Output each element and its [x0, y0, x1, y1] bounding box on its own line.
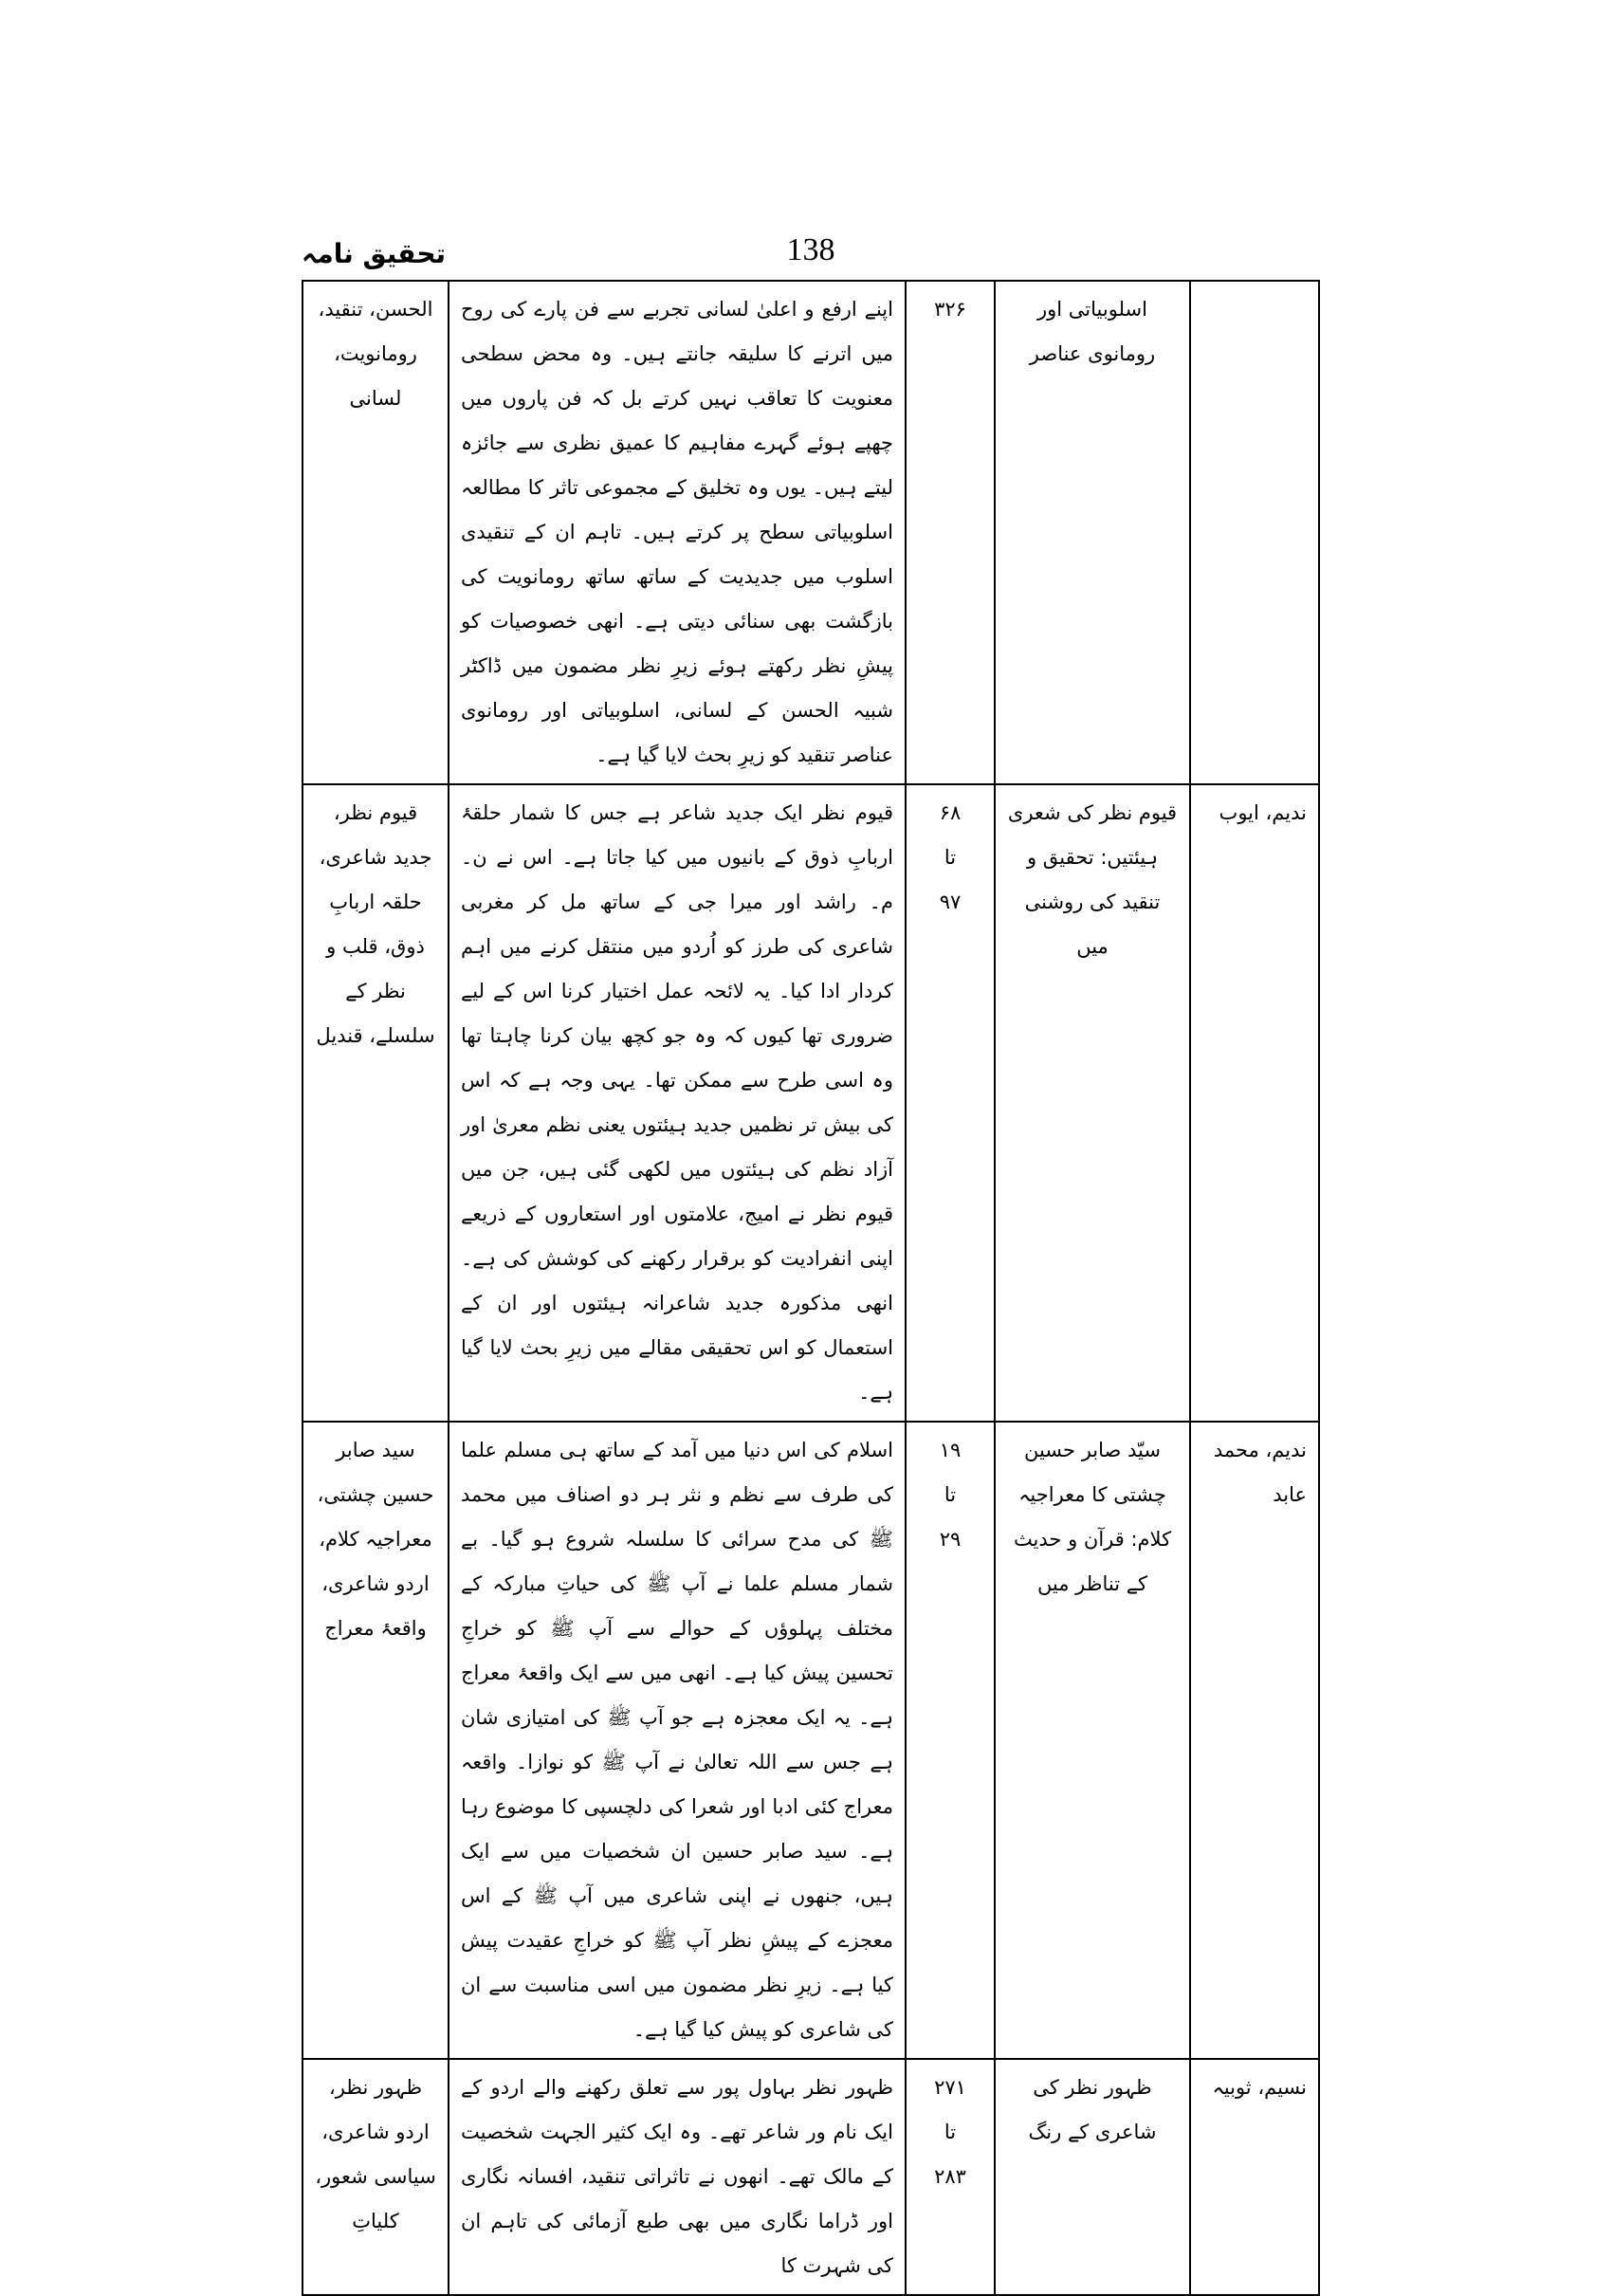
page-range-separator: تا — [944, 1483, 957, 1506]
table-row — [302, 2059, 1319, 2295]
page-range-separator: تا — [944, 846, 957, 869]
abstract-cell: ظہور نظر بہاول پور سے تعلق رکھنے والے اردو کے ایک نام ور شاعر تھے۔ وہ ایک کثیر الجہت شخصیت کے مالک تھے۔ انھوں نے تاثراتی تنقید، افسانہ نگاری اور ڈراما نگاری میں بھی طبع آزمائی کی تاہم ان کی شہرت کا — [449, 2059, 906, 2295]
title-cell: اسلوبیاتی اور رومانوی عناصر — [995, 281, 1190, 784]
page-range-start: ۶۸ — [939, 801, 962, 824]
page-range-start: ۲۷۱ — [934, 2076, 966, 2099]
page-range-end: ۲۸۳ — [934, 2165, 966, 2188]
keywords-cell: الحسن، تنقید، رومانویت، لسانی — [302, 281, 449, 784]
page-number: 138 — [786, 232, 835, 267]
pages-cell — [906, 784, 995, 1422]
author-cell: ندیم، محمد عابد — [1190, 1422, 1319, 2059]
pages-cell — [906, 1422, 995, 2059]
page-header — [302, 232, 1320, 280]
keywords-cell: سید صابر حسین چشتی، معراجیہ کلام، اردو شاعری، واقعۂ معراج — [302, 1422, 449, 2059]
page-range-separator: تا — [944, 2121, 957, 2143]
author-cell: نسیم، ثوبیہ — [1190, 2059, 1319, 2295]
title-cell: قیوم نظر کی شعری ہیئتیں: تحقیق و تنقید کی روشنی میں — [995, 784, 1190, 1422]
pages-cell — [906, 281, 995, 784]
abstract-cell: قیوم نظر ایک جدید شاعر ہے جس کا شمار حلقۂ اربابِ ذوق کے بانیوں میں کیا جاتا ہے۔ اس نے ن۔ م۔ راشد اور میرا جی کے ساتھ مل کر مغربی شاعری کی طرز کو اُردو میں منتقل کرنے میں اہم کردار ادا کیا۔ یہ لائحہ عمل اختیار کرنا اس کے لیے ضروری تھا کیوں کہ وہ جو کچھ بیان کرنا چاہتا تھا وہ اسی طرح سے ممکن تھا۔ یہی وجہ ہے کہ اس کی بیش تر نظمیں جدید ہیئتوں یعنی نظم معریٰ اور آزاد نظم کی ہیئتوں میں لکھی گئی ہیں، جن میں قیوم نظر نے امیج، علامتوں اور استعاروں کے ذریعے اپنی انفرادیت کو برقرار رکھنے کی کوشش کی ہے۔ انھی مذکورہ جدید شاعرانہ ہیئتوں اور ان کے استعمال کو اس تحقیقی مقالے میں زیرِ بحث لایا گیا ہے۔ — [449, 784, 906, 1422]
journal-title: تحقیق نامہ — [302, 238, 447, 269]
title-cell: ظہور نظر کی شاعری کے رنگ — [995, 2059, 1190, 2295]
page-range-end: ۲۹ — [939, 1528, 962, 1551]
abstract-cell: اپنے ارفع و اعلیٰ لسانی تجربے سے فن پارے کی روح میں اترنے کا سلیقہ جانتے ہیں۔ وہ محض سطحی معنویت کا تعاقب نہیں کرتے بل کہ فن پاروں میں چھپے ہوئے گہرے مفاہیم کا عمیق نظری سے جائزہ لیتے ہیں۔ یوں وہ تخلیق کے مجموعی تاثر کا مطالعہ اسلوبیاتی سطح پر کرتے ہیں۔ تاہم ان کے تنقیدی اسلوب میں جدیدیت کے ساتھ ساتھ رومانویت کی بازگشت بھی سنائی دیتی ہے۔ انھی خصوصیات کو پیشِ نظر رکھتے ہوئے زیرِ نظر مضمون میں ڈاکٹر شبیہ الحسن کے لسانی، اسلوبیاتی اور رومانوی عناصر تنقید کو زیرِ بحث لایا گیا ہے۔ — [449, 281, 906, 784]
author-cell: ندیم، ایوب — [1190, 784, 1319, 1422]
keywords-cell: ظہور نظر، اردو شاعری، سیاسی شعور، کلیاتِ — [302, 2059, 449, 2295]
title-cell: سیّد صابر حسین چشتی کا معراجیہ کلام: قرآن و حدیث کے تناظر میں — [995, 1422, 1190, 2059]
table-row — [302, 1422, 1319, 2059]
keywords-cell: قیوم نظر، جدید شاعری، حلقہ اربابِ ذوق، قلب و نظر کے سلسلے، قندیل — [302, 784, 449, 1422]
page-range-end: ۹۷ — [939, 891, 962, 913]
page-range-start: ۱۹ — [939, 1439, 962, 1461]
pages-cell — [906, 2059, 995, 2295]
article-index-table — [302, 280, 1320, 2296]
table-row — [302, 281, 1319, 784]
author-cell — [1190, 281, 1319, 784]
page-range-start: ۳۲۶ — [934, 298, 966, 321]
abstract-cell: اسلام کی اس دنیا میں آمد کے ساتھ ہی مسلم علما کی طرف سے نظم و نثر ہر دو اصناف میں محمد ﷺ کی مدح سرائی کا سلسلہ شروع ہو گیا۔ بے شمار مسلم علما نے آپ ﷺ کی حیاتِ مبارکہ کے مختلف پہلوؤں کے حوالے سے آپ ﷺ کو خراجِ تحسین پیش کیا ہے۔ انھی میں سے ایک واقعۂ معراج ہے۔ یہ ایک معجزہ ہے جو آپ ﷺ کی امتیازی شان ہے جس سے اللہ تعالیٰ نے آپ ﷺ کو نوازا۔ واقعہ معراج کئی ادبا اور شعرا کی دلچسپی کا موضوع رہا ہے۔ سید صابر حسین ان شخصیات میں سے ایک ہیں، جنھوں نے اپنی شاعری میں آپ ﷺ کے اس معجزے کے پیشِ نظر آپ ﷺ کو خراجِ عقیدت پیش کیا ہے۔ زیرِ نظر مضمون میں اسی مناسبت سے ان کی شاعری کو پیش کیا گیا ہے۔ — [449, 1422, 906, 2059]
table-row — [302, 784, 1319, 1422]
